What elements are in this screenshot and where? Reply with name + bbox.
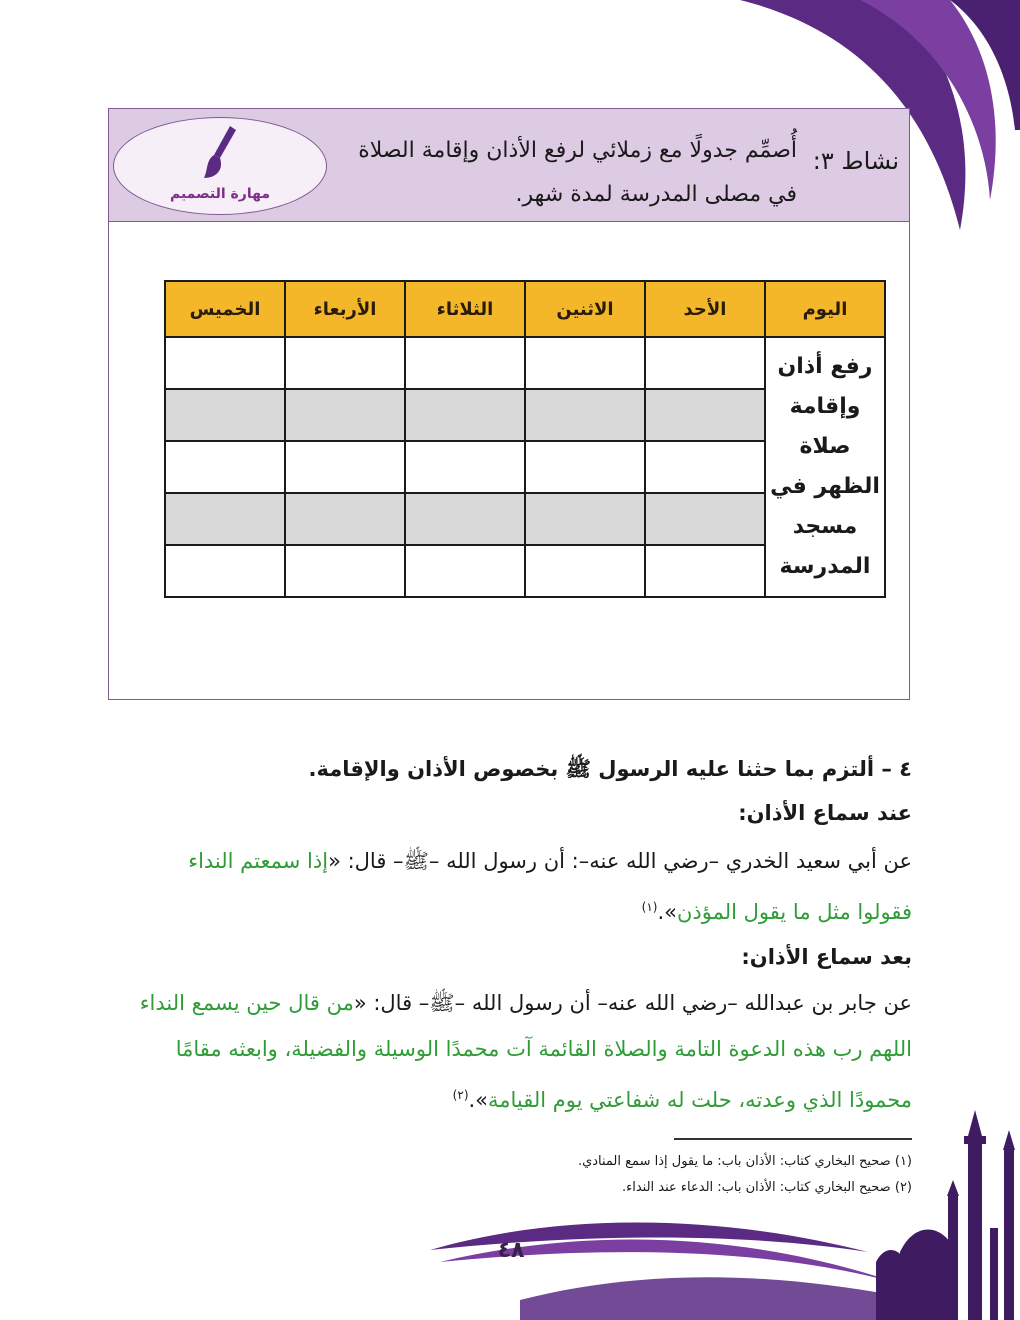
hadith-2-end: ». xyxy=(468,1088,489,1112)
subheading-after-adhan: بعد سماع الأذان: xyxy=(741,945,912,969)
task-line: مسجد المدرسة xyxy=(779,514,871,579)
header-thursday: الخميس xyxy=(165,281,285,337)
footnote-2: (٢) صحيح البخاري كتاب: الأذان باب: الدعاء عند النداء. xyxy=(621,1180,912,1195)
activity-line-2: في مصلى المدرسة لمدة شهر. xyxy=(515,182,797,207)
hadith-1-end: ». xyxy=(657,900,677,924)
footnote-ref-2[interactable]: (٢) xyxy=(452,1088,469,1102)
activity-label: نشاط ٣: xyxy=(812,147,899,175)
footnote-1: (١) صحيح البخاري كتاب: الأذان باب: ما يقول إذا سمع المنادي. xyxy=(577,1154,912,1169)
page-number: ٤٨ xyxy=(497,1238,525,1263)
task-line: رفع أذان xyxy=(777,354,873,379)
header-sunday: الأحد xyxy=(645,281,765,337)
subheading-during-adhan: عند سماع الأذان: xyxy=(738,801,912,825)
hadith-1-intro: عن أبي سعيد الخدري –رضي الله عنه–: أن رسول الله –ﷺ– قال: « xyxy=(328,849,912,873)
hadith-1-quote: إذا سمعتم النداء فقولوا مثل ما يقول المؤذن xyxy=(188,849,912,924)
skill-label: مهارة التصميم xyxy=(169,186,270,202)
hadith-2-intro: عن جابر بن عبدالله –رضي الله عنه– أن رسول الله –ﷺ– قال: « xyxy=(353,991,912,1015)
header-tuesday: الثلاثاء xyxy=(405,281,525,337)
header-monday: الاثنين xyxy=(525,281,645,337)
task-line: وإقامة صلاة xyxy=(789,394,861,459)
activity-line-1: أُصمِّم جدولًا مع زملائي لرفع الأذان وإقامة الصلاة xyxy=(358,138,797,163)
header-wednesday: الأربعاء xyxy=(285,281,405,337)
section-heading: ٤ – ألتزم بما حثنا عليه الرسول ﷺ بخصوص الأذان والإقامة. xyxy=(308,757,912,781)
hadith-2-quote: من قال حين يسمع النداء اللهم رب هذه الدعوة التامة والصلاة القائمة آت محمدًا الوسيلة والفضيلة، وابعثه مقامًا محمودًا الذي وعدته، حلت له شفاعتي يوم القيامة xyxy=(139,991,912,1112)
footnote-ref-1[interactable]: (١) xyxy=(641,900,658,914)
task-line: الظهر في xyxy=(770,474,880,499)
header-day: اليوم xyxy=(765,281,885,337)
